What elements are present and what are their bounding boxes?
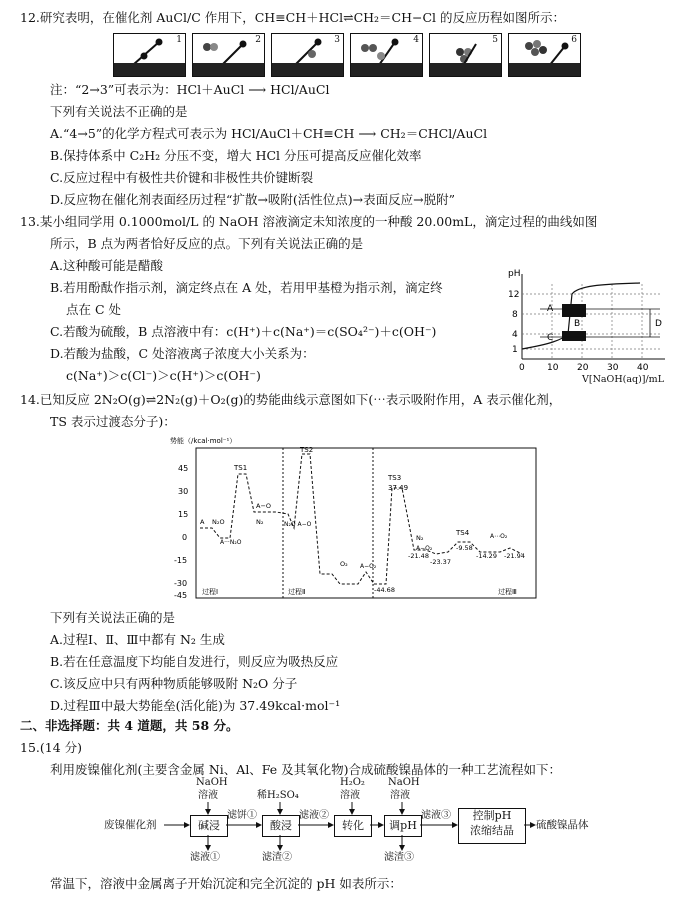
- svg-text:-23.37: -23.37: [430, 558, 451, 566]
- svg-text:20: 20: [577, 363, 589, 373]
- energy-axis-label: 势能（/kcal·mol⁻¹）: [170, 437, 237, 445]
- q15-heading: 15.(14 分): [20, 740, 83, 755]
- q14-option-a: A.过程Ⅰ、Ⅱ、Ⅲ中都有 N₂ 生成: [50, 632, 225, 647]
- svg-text:A: A: [200, 518, 205, 526]
- q13-option-c: C.若酸为硫酸，B 点溶液中有：c(H⁺)＋c(Na⁺)＝c(SO₄²⁻)＋c(OH⁻): [50, 324, 437, 339]
- frame-5: 5: [429, 33, 502, 77]
- q13-option-d-line1: D.若酸为盐酸，C 处溶液离子浓度大小关系为：: [50, 346, 315, 361]
- svg-text:N₂: N₂: [416, 534, 424, 542]
- svg-text:-45: -45: [174, 591, 188, 600]
- q12-option-d: D.反应物在催化剂表面经历过程“扩散→吸附(活性位点)→表面反应→脱附”: [50, 192, 456, 207]
- q14-stem-1: 14.已知反应 2N₂O(g)⇌2N₂(g)＋O₂(g)的势能曲线示意图如下(⋯表示吸附作用，A 表示催化剂，: [20, 392, 562, 407]
- svg-text:30: 30: [178, 487, 189, 496]
- flow-start: 废镍催化剂: [104, 819, 157, 831]
- svg-text:-9.58: -9.58: [456, 544, 473, 552]
- svg-text:A···N₂O: A···N₂O: [220, 539, 242, 546]
- q15-intro: 利用废镍催化剂(主要含金属 Ni、Al、Fe 及其氧化物)合成硫酸镍晶体的一种工艺流程如下：: [50, 762, 562, 777]
- q12-stem: 12.研究表明，在催化剂 AuCl/C 作用下，CH≡CH＋HCl⇌CH₂＝CH−Cl 的反应历程如图所示：: [20, 10, 566, 25]
- svg-text:30: 30: [607, 363, 619, 373]
- frame-2: 2: [192, 33, 265, 77]
- q12-option-b: B.保持体系中 C₂H₂ 分压不变，增大 HCl 分压可提高反应催化效率: [50, 148, 422, 163]
- svg-text:过程Ⅱ: 过程Ⅱ: [288, 588, 306, 596]
- q13-option-b-line1: B.若用酚酞作指示剂，滴定终点在 A 处，若用甲基橙为指示剂，滴定终: [50, 280, 443, 295]
- svg-text:A−O₂: A−O₂: [416, 545, 433, 552]
- svg-text:-14.29: -14.29: [476, 552, 497, 560]
- q14-question: 下列有关说法正确的是: [50, 610, 176, 625]
- svg-text:10: 10: [547, 363, 559, 373]
- svg-text:-21.94: -21.94: [504, 552, 525, 560]
- section-2-heading: 二、非选择题：共 4 道题，共 58 分。: [20, 718, 239, 733]
- flow-box-alkali-leach: 碱浸: [190, 815, 228, 837]
- svg-text:A−O: A−O: [256, 502, 272, 510]
- q12-note: 注：“2→3”可表示为：HCl＋AuCl ⟶ HCl/AuCl: [50, 82, 330, 97]
- svg-text:4: 4: [512, 330, 518, 340]
- flow-box-crystallize: 控制pH 浓缩结晶: [458, 808, 526, 844]
- svg-text:TS4: TS4: [456, 529, 470, 537]
- q13-option-d-line2: c(Na⁺)＞c(Cl⁻)＞c(H⁺)＞c(OH⁻): [66, 368, 261, 383]
- flow-box-acid-leach: 酸浸: [262, 815, 300, 837]
- svg-text:0: 0: [182, 533, 188, 542]
- frame-6: 6: [508, 33, 581, 77]
- svg-text:0: 0: [519, 363, 525, 373]
- point-b-label: B: [574, 319, 581, 329]
- svg-text:-21.48: -21.48: [408, 552, 429, 560]
- svg-text:45: 45: [178, 464, 189, 473]
- svg-text:O₂: O₂: [340, 560, 348, 568]
- titration-curve-graph: [500, 264, 680, 376]
- svg-text:N₂O: N₂O: [212, 518, 225, 526]
- q13-stem-2: 所示，B 点为两者恰好反应的点。下列有关说法正确的是: [50, 236, 364, 251]
- flow-end: 硫酸镍晶体: [536, 819, 589, 831]
- svg-text:N₂: N₂: [256, 518, 264, 526]
- q12-option-a: A.“4→5”的化学方程式可表示为 HCl/AuCl＋CH≡CH ⟶ CH₂＝CHCl/AuCl: [50, 126, 488, 141]
- svg-text:A⋯O₂: A⋯O₂: [490, 533, 508, 540]
- q14-stem-2: TS 表示过渡态分子)：: [50, 414, 176, 429]
- point-a-label: A: [547, 304, 554, 314]
- flow-box-conversion: 转化: [334, 815, 372, 837]
- potential-energy-diagram: [160, 434, 540, 604]
- svg-text:-44.68: -44.68: [374, 586, 395, 594]
- svg-text:过程Ⅲ: 过程Ⅲ: [498, 588, 517, 596]
- q14-option-c: C.该反应中只有两种物质能够吸附 N₂O 分子: [50, 676, 298, 691]
- q13-stem-1: 13.某小组同学用 0.1000mol/L 的 NaOH 溶液滴定未知浓度的一种酸 20.00mL，滴定过程的曲线如图: [20, 214, 598, 229]
- q15-tail: 常温下，溶液中金属离子开始沉淀和完全沉淀的 pH 如表所示：: [50, 876, 402, 891]
- point-d-label: D: [655, 319, 662, 329]
- svg-text:A−O₂: A−O₂: [360, 563, 377, 570]
- svg-text:-15: -15: [174, 556, 188, 565]
- svg-text:TS2: TS2: [300, 446, 314, 454]
- q14-option-d: D.过程Ⅲ中最大势能垒(活化能)为 37.49kcal·mol⁻¹: [50, 698, 341, 713]
- frame-4: 4: [350, 33, 423, 77]
- svg-text:-30: -30: [174, 579, 188, 588]
- svg-text:8: 8: [512, 310, 518, 320]
- q14-option-b: B.若在任意温度下均能自发进行，则反应为吸热反应: [50, 654, 339, 669]
- svg-text:37.49: 37.49: [388, 484, 409, 492]
- flow-box-adjust-ph: 调pH: [384, 815, 422, 837]
- svg-text:40: 40: [637, 363, 649, 373]
- svg-text:15: 15: [178, 510, 189, 519]
- frame-1: 1: [113, 33, 186, 77]
- svg-text:N₂O A−O: N₂O A−O: [284, 521, 312, 528]
- q13-option-a: A.这种酸可能是醋酸: [50, 258, 164, 273]
- q12-option-c: C.反应过程中有极性共价键和非极性共价键断裂: [50, 170, 314, 185]
- point-c-label: C: [547, 333, 554, 343]
- volume-axis-label: V[NaOH(aq)]/mL: [582, 374, 664, 385]
- svg-text:过程Ⅰ: 过程Ⅰ: [202, 588, 219, 596]
- ph-axis-label: pH: [508, 269, 521, 279]
- frame-3: 3: [271, 33, 344, 77]
- svg-text:TS3: TS3: [388, 474, 402, 482]
- svg-text:TS1: TS1: [234, 464, 248, 472]
- svg-text:1: 1: [512, 345, 518, 355]
- svg-text:12: 12: [508, 290, 520, 300]
- q13-option-b-line2: 点在 C 处: [66, 302, 122, 317]
- q12-question: 下列有关说法不正确的是: [50, 104, 188, 119]
